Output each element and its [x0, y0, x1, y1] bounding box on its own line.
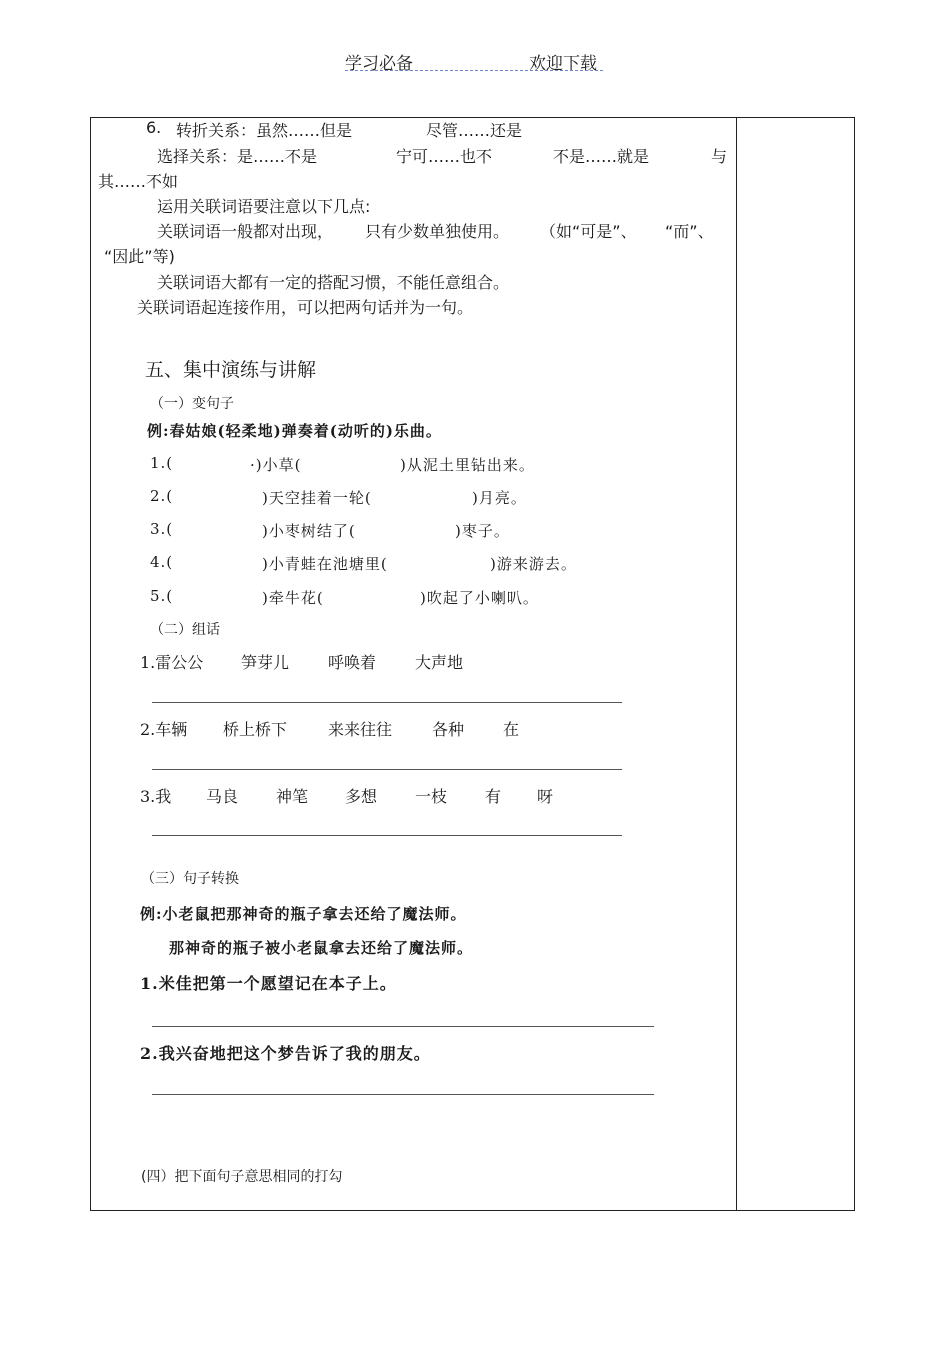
- part-2-row-2-word-1: 2.车辆: [140, 720, 188, 739]
- part-1-item-1-a: 1.(: [150, 454, 174, 472]
- part-1-example: 例:春姑娘(轻柔地)弹奏着(动听的)乐曲。: [147, 422, 442, 440]
- part-2-row-2-word-2: 桥上桥下: [223, 720, 288, 739]
- part-1-item-2-b: )天空挂着一轮(: [262, 489, 372, 507]
- intro-line-7: 关联词语大都有一定的搭配习惯，不能任意组合。: [157, 273, 510, 292]
- part-2-row-3-word-5: 一枝: [415, 787, 448, 806]
- answer-line: [152, 769, 622, 770]
- part-2-title: （二）组话: [150, 622, 220, 638]
- section-5-title: 五、集中演练与讲解: [145, 359, 317, 381]
- part-3-title: （三）句子转换: [141, 871, 239, 887]
- intro-line-2-a: 选择关系：是……不是: [157, 147, 318, 166]
- part-4-title: (四）把下面句子意思相同的打勾: [141, 1169, 343, 1185]
- part-1-item-5-b: )牵牛花(: [262, 589, 324, 607]
- intro-line-4: 运用关联词语要注意以下几点:: [157, 197, 371, 216]
- part-2-row-2-word-5: 在: [503, 720, 520, 739]
- part-1-item-3-b: )小枣树结了(: [262, 522, 356, 540]
- intro-line-2-c: 不是……就是: [553, 147, 650, 166]
- intro-line-5-c: （如“可是”、: [540, 222, 637, 241]
- answer-line: [152, 835, 622, 836]
- part-1-item-5-a: 5.(: [150, 587, 174, 605]
- intro-line-1-number: 6.: [146, 118, 162, 137]
- part-1-item-1-b: ·)小草(: [250, 456, 302, 474]
- part-1-item-4-c: )游来游去。: [490, 555, 577, 573]
- header-right: 欢迎下载: [529, 54, 597, 74]
- intro-line-1-b: 尽管……还是: [426, 121, 523, 140]
- part-3-example-1: 例:小老鼠把那神奇的瓶子拿去还给了魔法师。: [140, 905, 467, 923]
- part-2-row-3-word-3: 神笔: [276, 787, 309, 806]
- intro-line-2-b: 宁可……也不: [396, 147, 493, 166]
- part-1-item-2-a: 2.(: [150, 487, 174, 505]
- intro-line-3: 其……不如: [98, 172, 179, 191]
- answer-line: [152, 1094, 654, 1095]
- answer-line: [152, 1026, 654, 1027]
- part-1-item-3-a: 3.(: [150, 520, 174, 538]
- part-2-row-3-word-2: 马良: [206, 787, 239, 806]
- part-2-row-1-word-3: 呼唤着: [328, 653, 377, 672]
- part-2-row-1-word-1: 1.雷公公: [140, 653, 204, 672]
- intro-line-2-d: 与: [711, 147, 728, 166]
- intro-line-5-b: 只有少数单独使用。: [365, 222, 510, 241]
- part-1-item-5-c: )吹起了小喇叭。: [420, 589, 539, 607]
- answer-line: [152, 702, 622, 703]
- part-1-item-2-c: )月亮。: [472, 489, 527, 507]
- part-2-row-2-word-4: 各种: [432, 720, 465, 739]
- intro-line-8: 关联词语起连接作用，可以把两句话并为一句。: [137, 298, 474, 317]
- header-left: 学习必备: [345, 54, 413, 74]
- intro-line-6: “因此”等): [104, 247, 175, 266]
- header-underline: [345, 70, 603, 71]
- table-column-divider: [736, 117, 737, 1211]
- part-2-row-1-word-2: 笋芽儿: [241, 653, 290, 672]
- part-1-item-4-b: )小青蛙在池塘里(: [262, 555, 388, 573]
- part-2-row-1-word-4: 大声地: [415, 653, 464, 672]
- part-2-row-3-word-7: 呀: [537, 787, 554, 806]
- part-3-question-2: 2.我兴奋地把这个梦告诉了我的朋友。: [140, 1044, 431, 1063]
- part-2-row-3-word-6: 有: [485, 787, 502, 806]
- intro-line-5-d: “而”、: [665, 222, 714, 241]
- part-3-example-2: 那神奇的瓶子被小老鼠拿去还给了魔法师。: [169, 939, 474, 957]
- part-2-row-3-word-1: 3.我: [140, 787, 172, 806]
- part-1-item-1-c: )从泥土里钻出来。: [400, 456, 535, 474]
- part-1-item-3-c: )枣子。: [455, 522, 510, 540]
- part-1-item-4-a: 4.(: [150, 553, 174, 571]
- part-1-title: （一）变句子: [150, 396, 234, 412]
- part-2-row-3-word-4: 多想: [345, 787, 378, 806]
- intro-line-5-a: 关联词语一般都对出现，: [157, 222, 334, 241]
- part-3-question-1: 1.米佳把第一个愿望记在本子上。: [140, 974, 397, 993]
- part-2-row-2-word-3: 来来往往: [328, 720, 393, 739]
- intro-line-1-a: 转折关系：虽然……但是: [176, 121, 353, 140]
